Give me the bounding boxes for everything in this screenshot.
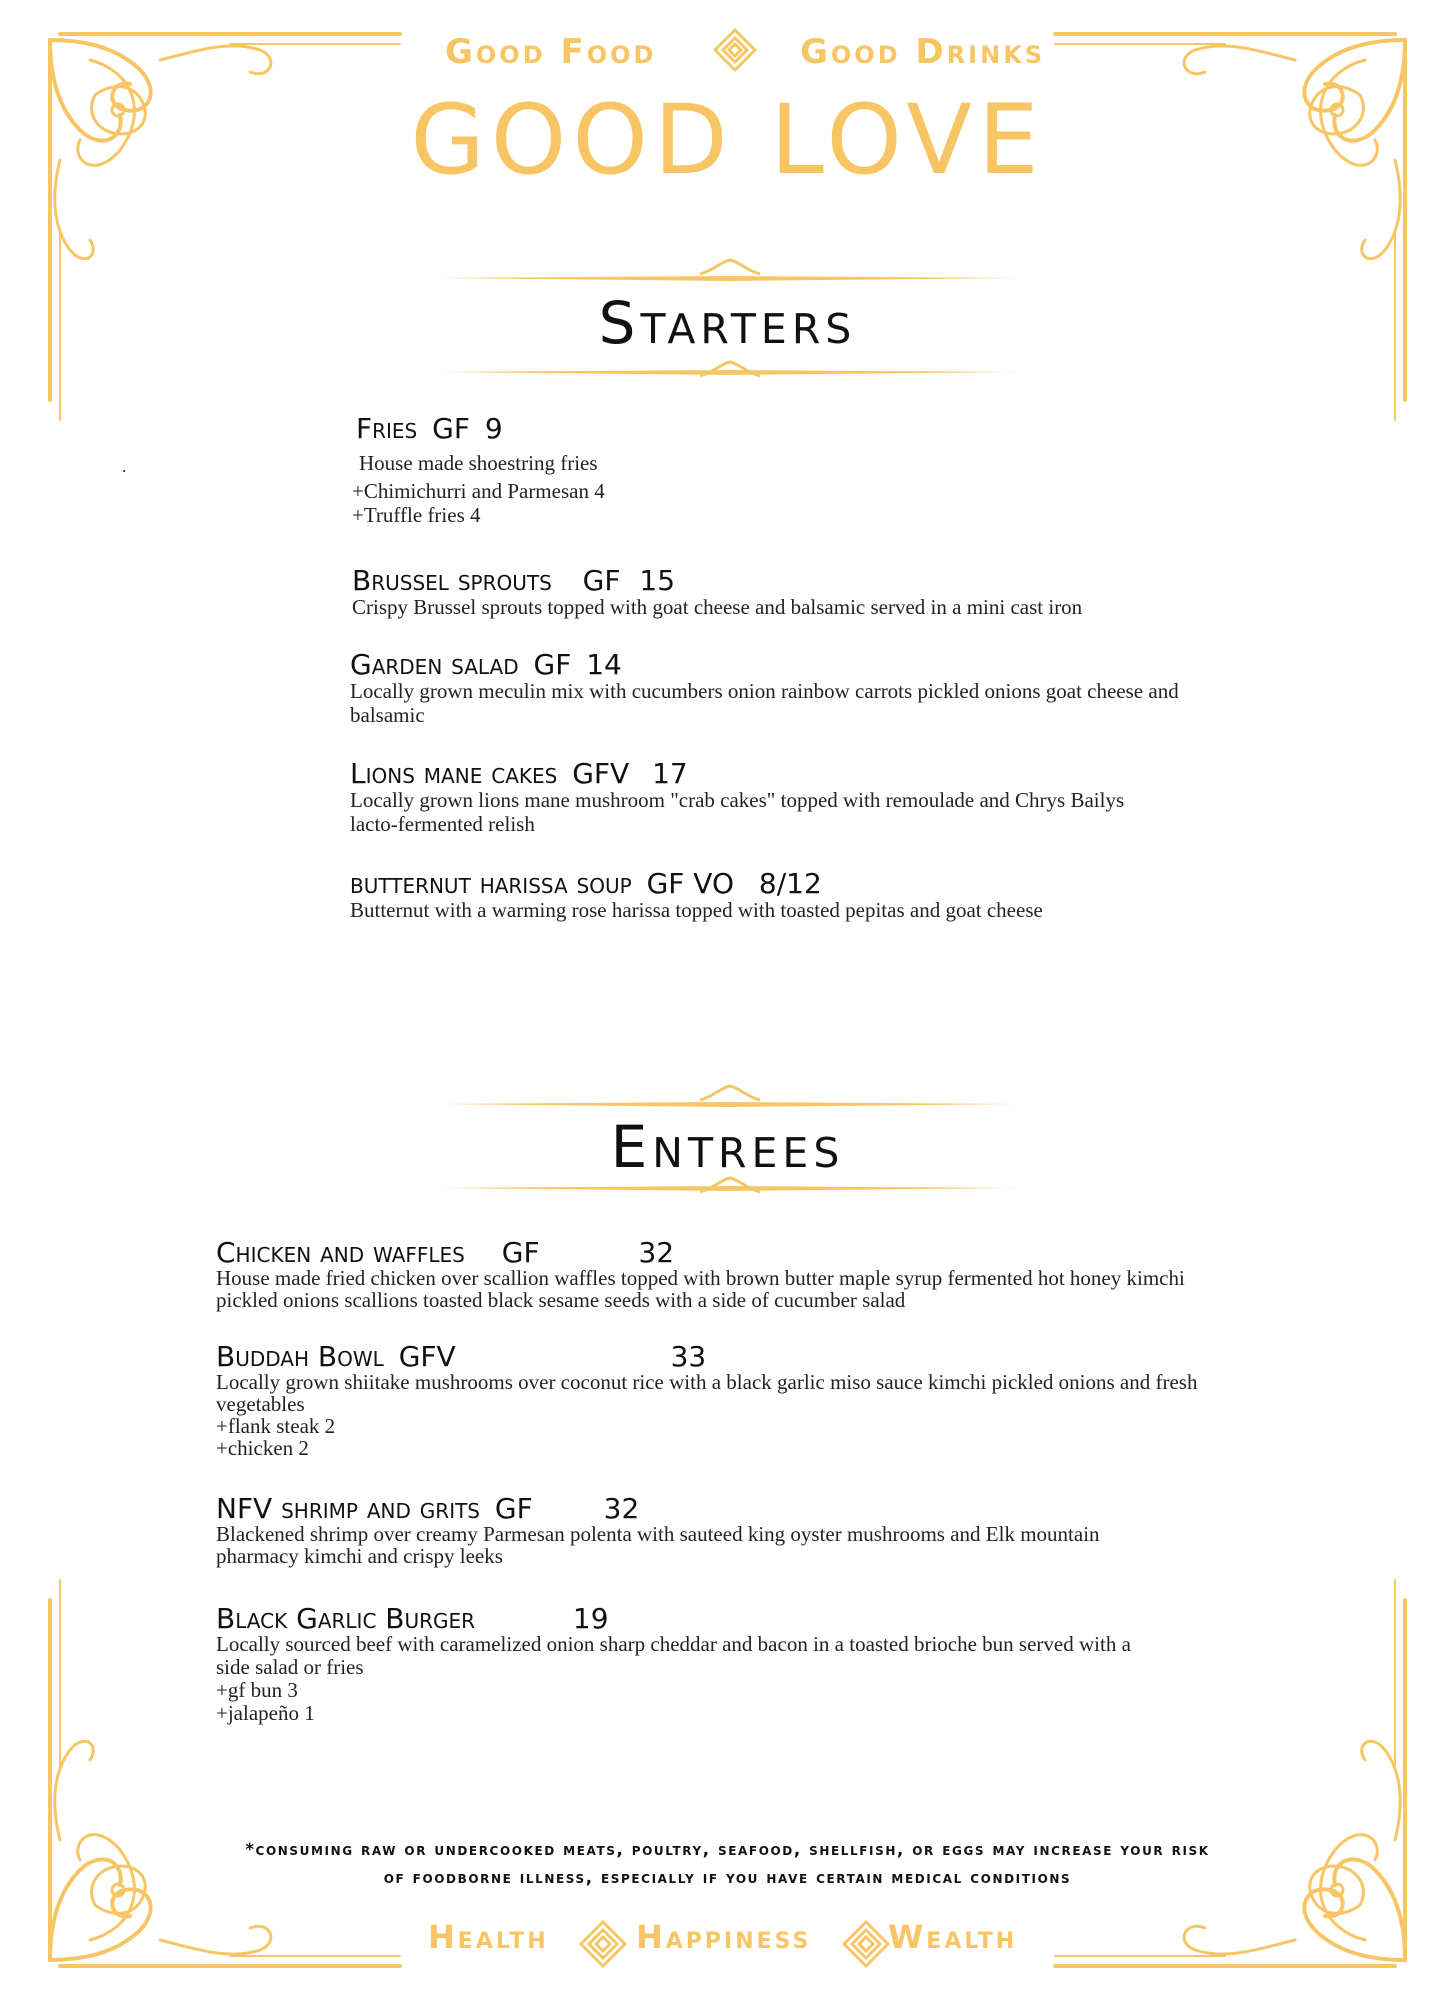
description-line: Butternut with a warming rose harissa topped with toasted pepitas and goat cheese (350, 898, 1043, 923)
menu-item-shrimp-and-grits (216, 1494, 1100, 1567)
description-line: vegetables (216, 1392, 305, 1417)
section-title-entrees: Entrees (610, 1113, 845, 1181)
item-tag: GFV (398, 1340, 456, 1373)
item-name: butternut harissa soup (350, 867, 632, 900)
description-line: +flank steak 2 (216, 1414, 336, 1439)
brand-title: GOOD LOVE (410, 84, 1045, 196)
item-name: NFV shrimp and grits (216, 1492, 480, 1525)
menu-item-fries (352, 412, 605, 528)
health-warning (110, 1836, 1345, 1892)
item-price: 9 (484, 412, 503, 445)
item-description (352, 595, 1082, 619)
stray-mark: . (122, 456, 127, 476)
description-line: House made fried chicken over scallion waffles topped with brown butter maple syrup fermented hot honey kimchi (216, 1266, 1185, 1291)
item-tag: GF (494, 1492, 533, 1525)
footer-wealth: Wealth (888, 1918, 1018, 1956)
item-description (352, 451, 605, 528)
item-price: 32 (603, 1492, 640, 1525)
item-description (216, 1633, 1131, 1725)
item-heading (216, 1604, 1131, 1633)
description-line: Locally grown meculin mix with cucumbers onion rainbow carrots pickled onions goat cheese and (350, 679, 1179, 704)
description-line: House made shoestring fries (359, 451, 598, 476)
menu-item-buddah-bowl (216, 1342, 1197, 1459)
item-tag: GF VO (646, 867, 734, 900)
item-tag: GF (582, 564, 621, 597)
item-price: 8/12 (758, 867, 822, 900)
item-tag: GF (533, 648, 572, 681)
item-heading (216, 1494, 1100, 1523)
health-warning-line: *consuming raw or undercooked meats, poultry, seafood, shellfish, or eggs may increase your risk (245, 1840, 1210, 1859)
item-price: 19 (572, 1602, 609, 1635)
item-description (350, 679, 1179, 727)
description-line: Locally sourced beef with caramelized onion sharp cheddar and bacon in a toasted brioche bun served with a (216, 1632, 1131, 1657)
item-tag: GFV (572, 757, 630, 790)
description-line: +Chimichurri and Parmesan 4 (352, 479, 605, 504)
description-line: pickled onions scallions toasted black sesame seeds with a side of cucumber salad (216, 1288, 906, 1313)
description-line: +jalapeño 1 (216, 1701, 315, 1726)
description-line: Crispy Brussel sprouts topped with goat cheese and balsamic served in a mini cast iron (352, 595, 1083, 620)
footer-health: Health (428, 1918, 549, 1956)
tagline-good-food: Good Food (445, 32, 657, 72)
item-price: 17 (652, 757, 688, 790)
health-warning-line: of foodborne illness, especially if you have certain medical conditions (383, 1868, 1072, 1887)
item-name: Lions mane cakes (350, 757, 558, 790)
item-description (216, 1267, 1185, 1311)
item-price: 14 (586, 648, 622, 681)
item-heading (350, 869, 1043, 898)
description-line: +chicken 2 (216, 1436, 309, 1461)
item-price: 15 (639, 564, 676, 597)
menu-item-black-garlic-burger (216, 1604, 1131, 1725)
item-price: 32 (638, 1236, 675, 1269)
tagline-good-drinks: Good Drinks (800, 32, 1046, 72)
menu-item-lions-mane-cakes (350, 759, 1124, 836)
description-line: balsamic (350, 703, 425, 728)
item-heading (350, 759, 1124, 788)
item-name: Brussel sprouts (352, 564, 552, 597)
item-name: Black Garlic Burger (216, 1602, 476, 1635)
item-name: Fries (356, 412, 418, 445)
item-heading (352, 566, 1082, 595)
menu-item-chicken-and-waffles (216, 1238, 1185, 1311)
menu-item-brussel-sprouts (352, 566, 1082, 619)
description-line: pharmacy kimchi and crispy leeks (216, 1544, 503, 1569)
item-description (350, 788, 1124, 836)
description-line: side salad or fries (216, 1655, 364, 1680)
section-title-starters: Starters (598, 289, 857, 357)
item-name: Garden salad (350, 648, 519, 681)
description-line: Locally grown shiitake mushrooms over coconut rice with a black garlic miso sauce kimchi pickled onions and fresh (216, 1370, 1198, 1395)
item-price: 33 (670, 1340, 707, 1373)
item-heading (216, 1238, 1185, 1267)
item-name: Buddah Bowl (216, 1340, 384, 1373)
item-tag: GF (501, 1236, 540, 1269)
description-line: Blackened shrimp over creamy Parmesan polenta with sauteed king oyster mushrooms and Elk mountain (216, 1522, 1100, 1547)
item-name: Chicken and waffles (216, 1236, 465, 1269)
menu-item-garden-salad (350, 650, 1179, 727)
footer-happiness: Happiness (636, 1918, 812, 1956)
item-description (216, 1523, 1100, 1567)
item-description (350, 898, 1043, 922)
description-line: +Truffle fries 4 (352, 503, 481, 528)
description-line: lacto-fermented relish (350, 812, 535, 837)
item-description (216, 1371, 1197, 1459)
menu-item-butternut-soup (350, 869, 1043, 922)
item-tag: GF (432, 412, 470, 445)
item-heading (350, 650, 1179, 679)
item-heading (356, 414, 605, 443)
description-line: +gf bun 3 (216, 1678, 298, 1703)
item-heading (216, 1342, 1197, 1371)
description-line: Locally grown lions mane mushroom "crab cakes" topped with remoulade and Chrys Bailys (350, 788, 1125, 813)
